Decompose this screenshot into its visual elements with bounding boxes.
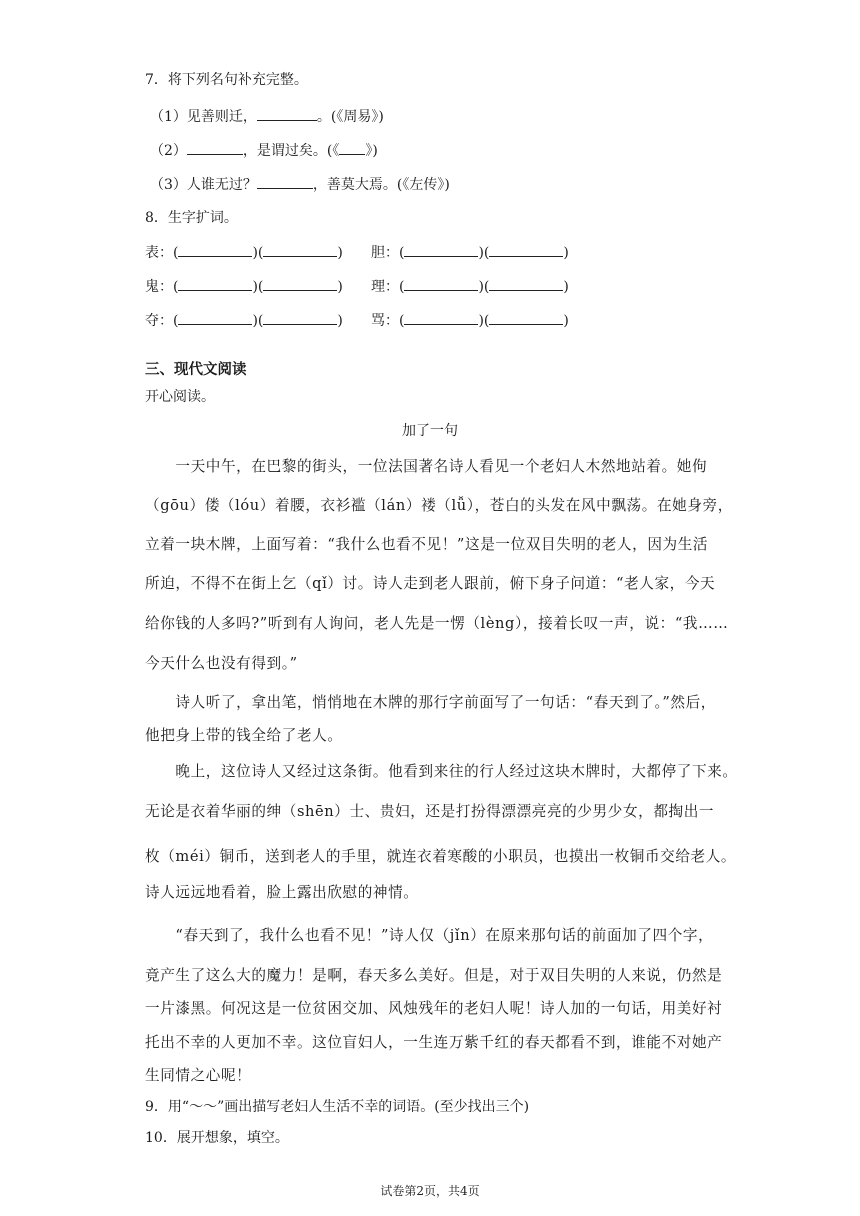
passage-line: 晚上，这位诗人又经过这条街。他看到来往的行人经过这块木牌时，大都停了下来。 [145,763,738,780]
question-7-item-2-prefix: （2） [150,143,187,159]
question-7-item-2-suffix: 》) [365,143,378,159]
answer-blank[interactable] [404,276,478,291]
passage-line: 立着一块木牌，上面写着：“我什么也看不见！”这是一位双目失明的老人，因为生活 [145,536,709,553]
answer-blank[interactable] [263,310,337,325]
question-10-stem: 10．展开想象，填空。 [145,1130,289,1146]
question-7-item-1-prefix: （1）见善则迁， [150,109,257,125]
passage-line: 诗人远远地看着，脸上露出欣慰的神情。 [145,884,419,901]
vocab-group: 骂：( )( ) [371,310,569,331]
question-7-item-1-suffix: 。(《周易》) [316,109,384,125]
vocab-char: 鬼 [145,279,159,295]
passage-line: 所迫，不得不在街上乞（qǐ）讨。诗人走到老人跟前，俯下身子问道：“老人家，今天 [145,575,716,592]
answer-blank[interactable] [489,310,563,325]
vocab-row [145,242,569,263]
answer-blank[interactable] [263,242,337,257]
vocab-group: 夺：( )( ) [145,310,343,331]
answer-blank[interactable] [187,140,243,155]
question-7-item-3-prefix: （3）人谁无过？ [150,177,257,193]
passage-line: 诗人听了，拿出笔，悄悄地在木牌的那行字前面写了一句话：“春天到了。”然后， [145,694,716,711]
question-7-item-3-suffix: ，善莫大焉。(《左传》) [312,177,450,193]
page-footer: 试卷第2页，共4页 [380,1184,480,1198]
answer-blank[interactable] [404,242,478,257]
answer-blank[interactable] [178,276,252,291]
vocab-group: 鬼：( )( ) [145,276,343,297]
answer-blank[interactable] [178,310,252,325]
vocab-group: 胆：( )( ) [371,242,569,263]
vocab-group: 表：( )( ) [145,242,343,263]
passage-line: 无论是衣着华丽的绅（shēn）士、贵妇，还是打扮得漂漂亮亮的少男少女，都掏出一 [145,803,715,820]
passage-line: “春天到了，我什么也看不见！”诗人仅（jǐn）在原来那句话的前面加了四个字， [145,927,714,944]
vocab-group: 理：( )( ) [371,276,569,297]
question-7-item-2 [150,140,378,161]
passage-line: 枚（méi）铜币，送到老人的手里，就连衣着寒酸的小职员，也摸出一枚铜币交给老人。 [145,848,737,865]
answer-blank[interactable] [489,276,563,291]
vocab-char: 骂 [371,313,385,329]
vocab-char: 夺 [145,313,159,329]
passage-line: 一片漆黑。何况这是一位贫困交加、风烛残年的老妇人呢！诗人加的一句话，用美好衬 [145,1000,723,1017]
vocab-char: 理 [371,279,385,295]
question-7-item-1 [150,106,384,127]
answer-blank[interactable] [404,310,478,325]
vocab-row [145,310,569,331]
question-7-item-3 [150,174,450,195]
answer-blank[interactable] [257,174,313,189]
question-8-stem: 8．生字扩词。 [145,210,238,226]
answer-blank[interactable] [257,106,317,121]
question-7-stem: 7．将下列名句补充完整。 [145,72,308,88]
passage-line: 托出不幸的人更加不幸。这位盲妇人，一生连万紫千红的春天都看不到，谁能不对她产 [145,1034,723,1051]
passage-line: 今天什么也没有得到。” [145,655,298,672]
answer-blank[interactable] [263,276,337,291]
answer-blank[interactable] [489,242,563,257]
passage-line: 一天中午，在巴黎的街头，一位法国著名诗人看见一个老妇人木然地站着。她佝 [145,458,708,475]
passage-line: （gōu）偻（lóu）着腰，衣衫褴（lán）褛（lǚ），苍白的头发在风中飘荡。在她身旁， [145,497,733,514]
answer-blank[interactable] [178,242,252,257]
section-intro: 开心阅读。 [145,389,215,405]
passage-line: 他把身上带的钱全给了老人。 [145,727,343,744]
passage-line: 给你钱的人多吗?”听到有人询问，老人先是一愣（lèng），接着长叹一声，说：“我…… [145,615,729,632]
section-heading: 三、现代文阅读 [145,361,247,378]
vocab-row [145,276,569,297]
vocab-char: 表 [145,245,159,261]
question-7-item-2-middle: ，是谓过矣。(《 [242,143,340,159]
answer-blank[interactable] [339,140,365,155]
question-9-stem: 9．用“～～”画出描写老妇人生活不幸的词语。(至少找出三个) [145,1099,530,1115]
passage-line: 生同情之心呢！ [145,1067,252,1084]
passage-line: 竟产生了这么大的魔力！是啊，春天多么美好。但是，对于双目失明的人来说，仍然是 [145,967,723,984]
vocab-char: 胆 [371,245,385,261]
story-title: 加了一句 [402,423,458,439]
